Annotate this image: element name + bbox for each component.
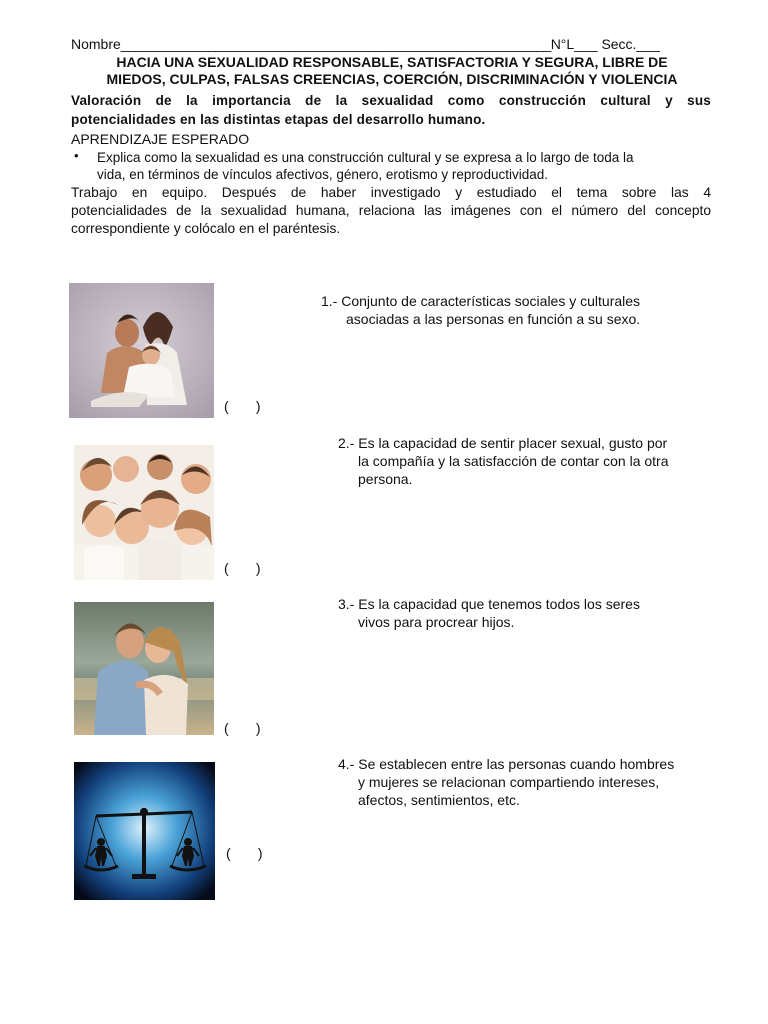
concept-2 [338, 434, 713, 488]
learning-line-2: vida, en términos de vínculos afectivos, género, erotismo y reproductividad. [97, 167, 548, 182]
concept-1 [321, 292, 711, 328]
answer-blank-3[interactable]: ( ) [224, 720, 261, 736]
family-photo [69, 283, 214, 418]
balance-scale-photo [74, 762, 215, 900]
page-title [71, 54, 713, 88]
concept-3-line-2: vivos para procrear hijos. [358, 614, 515, 630]
concept-4-line-1: 4.- Se establecen entre las personas cuando hombres [338, 756, 675, 772]
learning-line-1: Explica como la sexualidad es una construcción cultural y se expresa a lo largo de toda la [97, 150, 634, 165]
concept-1-line-2: asociadas a las personas en función a su sexo. [346, 311, 641, 327]
subtitle-line-2: potencialidades en las distintas etapas del desarrollo humano. [71, 112, 486, 127]
answer-blank-2[interactable]: ( ) [224, 560, 261, 576]
couple-embracing-photo [74, 602, 214, 735]
page-subtitle [71, 91, 711, 129]
concept-2-line-3: persona. [358, 471, 413, 487]
title-line-2: MIEDOS, CULPAS, FALSAS CREENCIAS, COERCIÓN, DISCRIMINACIÓN Y VIOLENCIA [106, 71, 678, 87]
concept-2-line-2: la compañía y la satisfacción de contar con la otra [358, 453, 669, 469]
learning-heading: APRENDIZAJE ESPERADO [71, 131, 250, 147]
header-line [71, 36, 713, 52]
seccion-label: Secc.___ [601, 36, 660, 52]
concept-4-line-2: y mujeres se relacionan compartiendo intereses, [358, 774, 660, 790]
learning-expected-text [97, 149, 707, 183]
bullet-icon: • [74, 148, 79, 163]
group-of-friends-photo [74, 445, 214, 580]
instructions-line-3: correspondiente y colócalo en el paréntesis. [71, 221, 341, 236]
instructions-paragraph [71, 184, 711, 238]
concept-4-line-3: afectos, sentimientos, etc. [358, 792, 520, 808]
answer-blank-4[interactable]: ( ) [226, 845, 263, 861]
title-line-1: HACIA UNA SEXUALIDAD RESPONSABLE, SATISFACTORIA Y SEGURA, LIBRE DE [116, 54, 668, 70]
answer-blank-1[interactable]: ( ) [224, 398, 261, 414]
nombre-blank: ___________________________________________________________ [120, 36, 551, 52]
concept-4 [338, 755, 713, 809]
instructions-line-1: Trabajo en equipo. Después de haber investigado y estudiado el tema sobre las 4 [71, 185, 711, 200]
concept-3-line-1: 3.- Es la capacidad que tenemos todos los seres [338, 596, 640, 612]
instructions-line-2: potencialidades de la sexualidad humana, relaciona las imágenes con el número del concepto [71, 203, 711, 218]
nombre-label: Nombre [71, 36, 121, 52]
concept-3 [338, 595, 713, 631]
subtitle-line-1: Valoración de la importancia de la sexualidad como construcción cultural y sus [71, 93, 711, 108]
concept-1-line-1: 1.- Conjunto de características sociales y culturales [321, 293, 641, 309]
numero-label: N°L___ [550, 36, 598, 52]
concept-2-line-1: 2.- Es la capacidad de sentir placer sexual, gusto por [338, 435, 668, 451]
